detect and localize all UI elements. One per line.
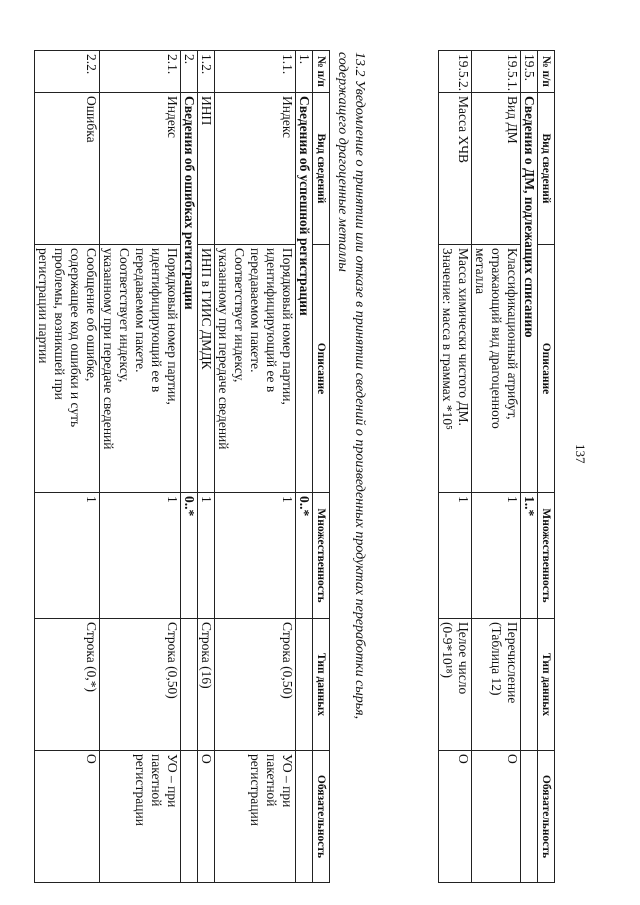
- header-type: Тип данных: [313, 619, 330, 751]
- row-desc: Масса химически чистого ДМ. Значение: масса в граммах *10⁵: [439, 245, 472, 493]
- row-type: Перечисление (Таблица 12): [472, 619, 521, 751]
- section-mult: 0..*: [296, 493, 313, 619]
- section-title: Сведения об ошибках регистрации: [181, 93, 198, 493]
- row-type: Строка (16): [198, 619, 215, 751]
- row-mult: 1: [439, 493, 472, 619]
- section-mult: 1..*: [521, 493, 538, 619]
- section-num: 19.5.: [521, 51, 538, 93]
- section-num: 2.: [181, 51, 198, 93]
- row-name: Масса ХЧВ: [439, 93, 472, 245]
- row-num: 19.5.2.: [439, 51, 472, 93]
- header-desc: Описание: [538, 245, 555, 493]
- table-header-row: [538, 51, 555, 883]
- row-type: Целое число (0-9*10¹⁸): [439, 619, 472, 751]
- table-row: [198, 51, 215, 883]
- row-desc: Сообщение об ошибке, содержащее код ошибки и суть проблемы, возникшей при регистрации партии: [35, 245, 100, 493]
- row-req: О: [198, 751, 215, 883]
- row-mult: 1: [100, 493, 181, 619]
- row-req: О: [472, 751, 521, 883]
- row-req: УО – при пакетной регистрации: [215, 751, 296, 883]
- section-title: Сведения об успешной регистрации: [296, 93, 313, 493]
- row-req: О: [35, 751, 100, 883]
- table-row: [439, 51, 472, 883]
- table-row: [35, 51, 100, 883]
- table-row: [215, 51, 296, 883]
- section-row: [296, 51, 313, 883]
- table-registration-notice: [34, 50, 330, 883]
- row-type: Строка (0,*): [35, 619, 100, 751]
- section-title: Сведения о ДМ, подлежащих списанию: [521, 93, 538, 493]
- row-num: 1.1.: [215, 51, 296, 93]
- row-desc: Порядковый номер партии, идентифицирующий ее в передаваемом пакете. Соответствует индексу, указанному при передаче сведений: [215, 245, 296, 493]
- header-req: Обязательность: [313, 751, 330, 883]
- row-mult: 1: [472, 493, 521, 619]
- section-row: [521, 51, 538, 883]
- table-row: [100, 51, 181, 883]
- row-mult: 1: [215, 493, 296, 619]
- row-name: Индекс: [100, 93, 181, 245]
- row-name: Индекс: [215, 93, 296, 245]
- row-desc: ИНП в ГИИС ДМДК: [198, 245, 215, 493]
- section-row: [181, 51, 198, 883]
- row-num: 2.1.: [100, 51, 181, 93]
- row-name: Вид ДМ: [472, 93, 521, 245]
- header-mult: Множественность: [538, 493, 555, 619]
- row-mult: 1: [35, 493, 100, 619]
- row-name: Ошибка: [35, 93, 100, 245]
- row-mult: 1: [198, 493, 215, 619]
- table-header-row: [313, 51, 330, 883]
- row-req: УО – при пакетной регистрации: [100, 751, 181, 883]
- header-req: Обязательность: [538, 751, 555, 883]
- row-name: ИНП: [198, 93, 215, 245]
- table-row: [472, 51, 521, 883]
- header-num: № п/п: [538, 51, 555, 93]
- row-type: Строка (0,50): [215, 619, 296, 751]
- header-type: Тип данных: [538, 619, 555, 751]
- row-desc: Порядковый номер партии, идентифицирующий ее в передаваемом пакете. Соответствует индексу, указанному при передаче сведений: [100, 245, 181, 493]
- section-caption: 13.2 Уведомление о принятии или отказе в принятии сведений о произведенных продуктах переработки сырья, содержащего драгоценные металлы: [335, 52, 367, 720]
- row-desc: Классификационный атрибут, отражающий вид драгоценного металла: [472, 245, 521, 493]
- header-kind: Вид сведений: [538, 93, 555, 245]
- page-number: 137: [573, 444, 588, 464]
- header-desc: Описание: [313, 245, 330, 493]
- row-type: Строка (0,50): [100, 619, 181, 751]
- header-kind: Вид сведений: [313, 93, 330, 245]
- row-num: 19.5.1.: [472, 51, 521, 93]
- row-num: 2.2.: [35, 51, 100, 93]
- header-num: № п/п: [313, 51, 330, 93]
- table-dm-writeoff: [438, 50, 555, 883]
- section-mult: 0..*: [181, 493, 198, 619]
- section-num: 1.: [296, 51, 313, 93]
- header-mult: Множественность: [313, 493, 330, 619]
- row-req: О: [439, 751, 472, 883]
- row-num: 1.2.: [198, 51, 215, 93]
